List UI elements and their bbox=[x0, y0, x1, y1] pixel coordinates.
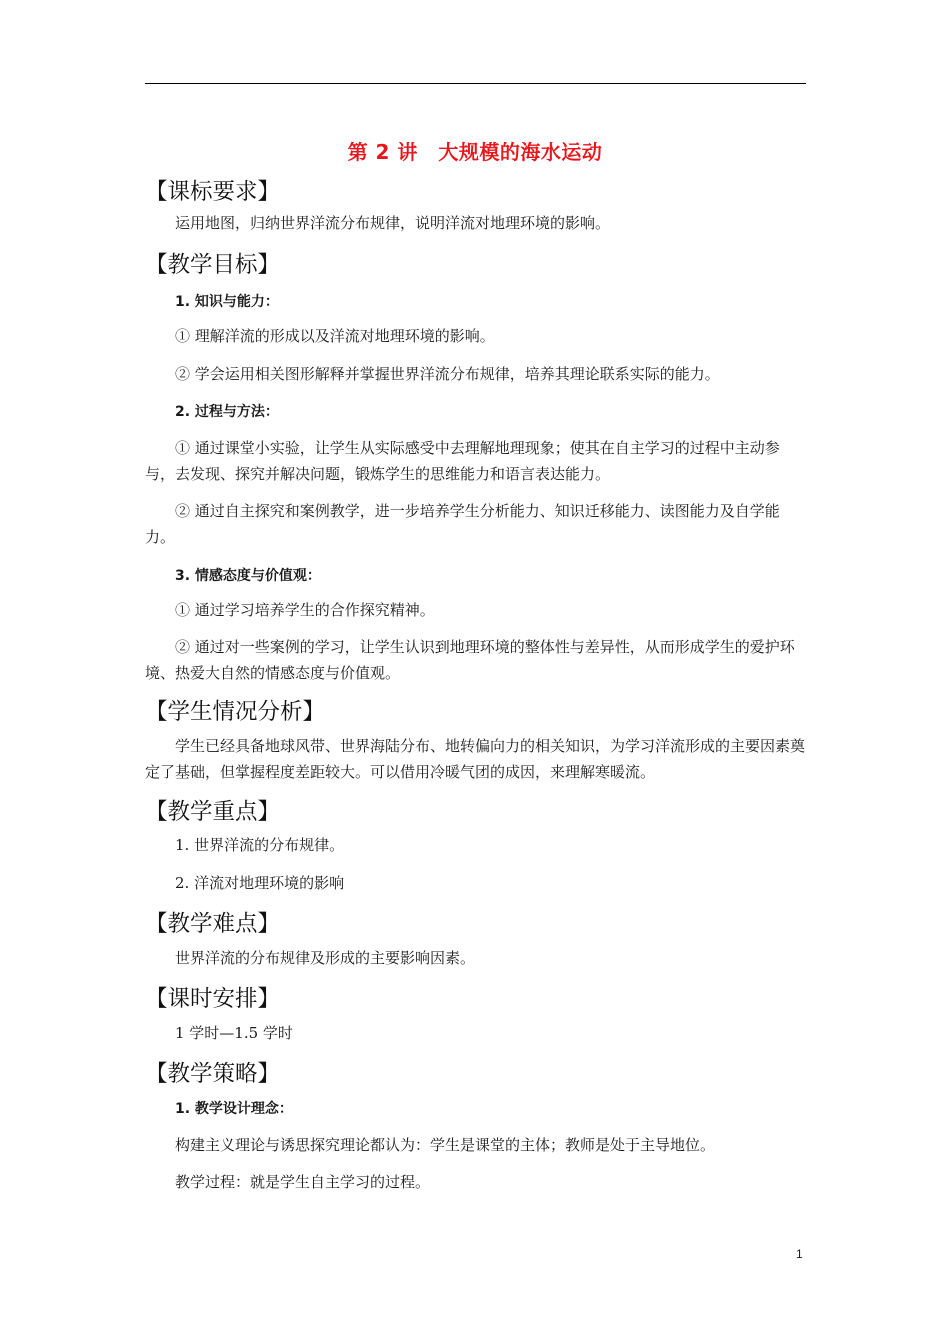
paragraph: ② 通过对一些案例的学习，让学生认识到地理环境的整体性与差异性，从而形成学生的爱护环境、热爱大自然的情感态度与价值观。 bbox=[145, 638, 795, 682]
paragraph: 学生已经具备地球风带、世界海陆分布、地转偏向力的相关知识，为学习洋流形成的主要因素奠定了基础，但掌握程度差距较大。可以借用冷暖气团的成因，来理解寒暖流。 bbox=[145, 737, 806, 781]
heading-difficult-points: 【教学难点】 bbox=[145, 911, 281, 937]
header-rule bbox=[145, 83, 806, 84]
subheading-emotion: 3. 情感态度与价值观： bbox=[175, 568, 321, 584]
paragraph: 2. 洋流对地理环境的影响 bbox=[175, 874, 345, 892]
page-number: 1 bbox=[796, 1247, 803, 1261]
paragraph: ② 学会运用相关图形解释并掌握世界洋流分布规律，培养其理论联系实际的能力。 bbox=[175, 365, 720, 383]
paragraph: ① 通过学习培养学生的合作探究精神。 bbox=[175, 601, 435, 619]
heading-key-points: 【教学重点】 bbox=[145, 799, 281, 825]
heading-teaching-strategy: 【教学策略】 bbox=[145, 1061, 281, 1087]
paragraph: 教学过程：就是学生自主学习的过程。 bbox=[175, 1173, 431, 1191]
paragraph: 构建主义理论与诱思探究理论都认为：学生是课堂的主体；教师是处于主导地位。 bbox=[175, 1136, 716, 1154]
paragraph: 1 学时—1.5 学时 bbox=[175, 1024, 293, 1042]
paragraph: 世界洋流的分布规律及形成的主要影响因素。 bbox=[175, 949, 476, 967]
heading-student-analysis: 【学生情况分析】 bbox=[145, 699, 326, 725]
paragraph: 1. 世界洋流的分布规律。 bbox=[175, 836, 345, 854]
paragraph: 运用地图，归纳世界洋流分布规律，说明洋流对地理环境的影响。 bbox=[175, 214, 611, 232]
page-title: 第 2 讲 大规模的海水运动 bbox=[347, 140, 603, 164]
paragraph: ② 通过自主探究和案例教学，进一步培养学生分析能力、知识迁移能力、读图能力及自学能力。 bbox=[145, 502, 780, 546]
heading-teaching-objectives: 【教学目标】 bbox=[145, 252, 281, 278]
heading-class-schedule: 【课时安排】 bbox=[145, 986, 281, 1012]
subheading-design-concept: 1. 教学设计理念： bbox=[175, 1101, 293, 1117]
paragraph: ① 理解洋流的形成以及洋流对地理环境的影响。 bbox=[175, 327, 495, 345]
heading-curriculum-requirements: 【课标要求】 bbox=[145, 179, 281, 205]
subheading-process: 2. 过程与方法： bbox=[175, 404, 279, 420]
paragraph: ① 通过课堂小实验，让学生从实际感受中去理解地理现象；使其在自主学习的过程中主动参与，去发现、探究并解决问题，锻炼学生的思维能力和语言表达能力。 bbox=[145, 439, 780, 483]
subheading-knowledge: 1. 知识与能力： bbox=[175, 294, 279, 310]
